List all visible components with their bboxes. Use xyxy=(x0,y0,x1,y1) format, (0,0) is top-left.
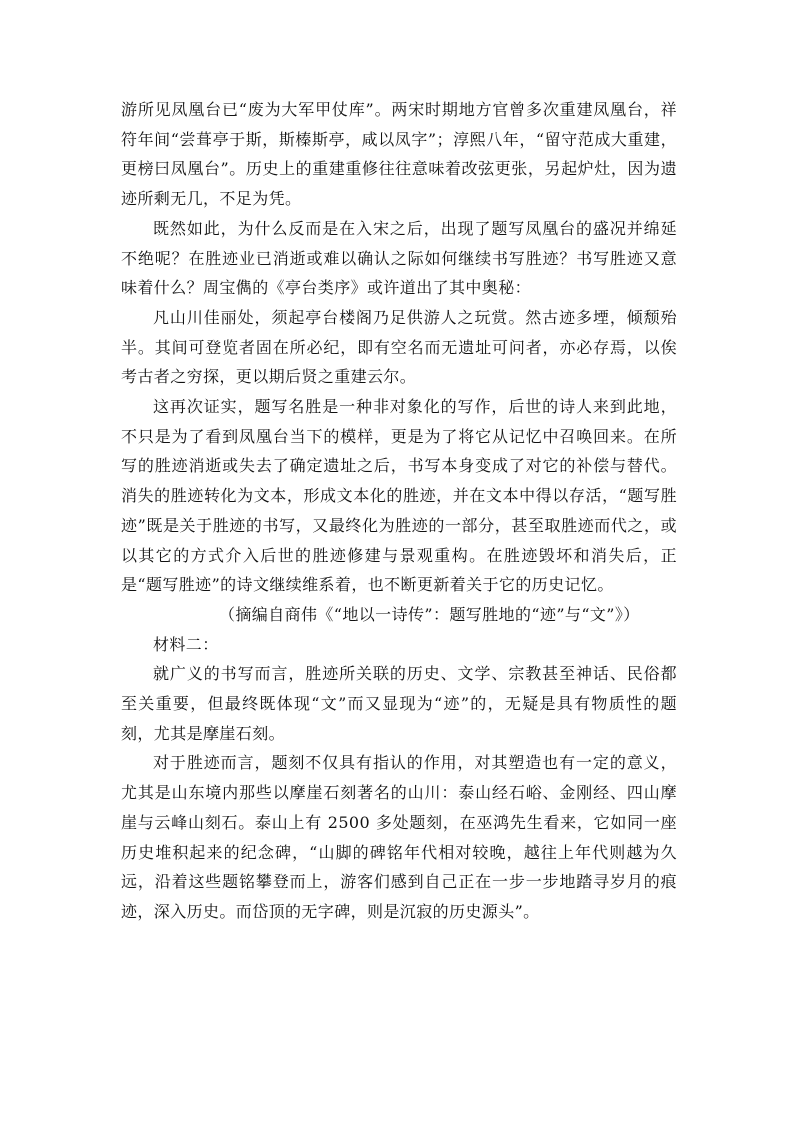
document-body xyxy=(121,95,677,927)
source-citation: （摘编自商伟《“地以一诗传”：题写胜地的“迹”与“文”》） xyxy=(219,604,640,624)
paragraph-broad-writing: 就广义的书写而言，胜迹所关联的历史、文学、宗教甚至神话、民俗都至关重要，但最终既体现“文”而又显现为“迹”的，无疑是具有物质性的题刻，尤其是摩崖石刻。 xyxy=(121,664,677,743)
paragraph-quotation: 凡山川佳丽处，须起亭台楼阁乃足供游人之玩赏。然古迹多堙，倾颓殆半。其间可登览者固在所必纪，即有空名而无遗址可问者，亦必存焉，以俟考古者之穷探，更以期后贤之重建云尔。 xyxy=(121,307,677,387)
paragraph-analysis: 这再次证实，题写名胜是一种非对象化的写作，后世的诗人来到此地，不只是为了看到凤凰台当下的模样，更是为了将它从记忆中召唤回来。在所写的胜迹消逝或失去了确定遗址之后，书写本身变成了对它的补偿与替代。消失的胜迹转化为文本，形成文本化的胜迹，并在文本中得以存活，“题写胜迹”既是关于胜迹的书写，又最终化为胜迹的一部分，甚至取胜迹而代之，或以其它的方式介入后世的胜迹修建与景观重构。在胜迹毁坏和消失后，正是“题写胜迹”的诗文继续维系着，也不断更新着关于它的历史记忆。 xyxy=(121,397,677,595)
paragraph-fenghuangtai-history: 游所见凤凰台已“废为大军甲仗库”。两宋时期地方官曾多次重建凤凰台，祥符年间“尝葺亭于斯，斯榛斯亭，咸以凤字”；淳熙八年，“留守范成大重建，更榜曰凤凰台”。历史上的重建重修往往意味着改弦更张，另起炉灶，因为遗迹所剩无几，不足为凭。 xyxy=(121,100,677,209)
material-two-heading: 材料二： xyxy=(153,634,219,654)
paragraph-inscriptions: 对于胜迹而言，题刻不仅具有指认的作用，对其塑造也有一定的意义，尤其是山东境内那些以摩崖石刻著名的山川：泰山经石峪、金刚经、四山摩崖与云峰山刻石。泰山上有 2500 多处题刻，在巫鸿先生看来，它如同一座历史堆积起来的纪念碑，“山脚的碑铭年代相对较晚，越往上年代则越为久远，沿着这些题铭攀登而上，游客们感到自己正在一步一步地踏寻岁月的痕迹，深入历史。而岱顶的无字碑，则是沉寂的历史源头”。 xyxy=(121,753,677,921)
paragraph-question: 既然如此，为什么反而是在入宋之后，出现了题写凤凰台的盛况并绵延不绝呢？在胜迹业已消逝或难以确认之际如何继续书写胜迹？书写胜迹又意味着什么？周宝儁的《亭台类序》或许道出了其中奥秘： xyxy=(121,218,677,298)
